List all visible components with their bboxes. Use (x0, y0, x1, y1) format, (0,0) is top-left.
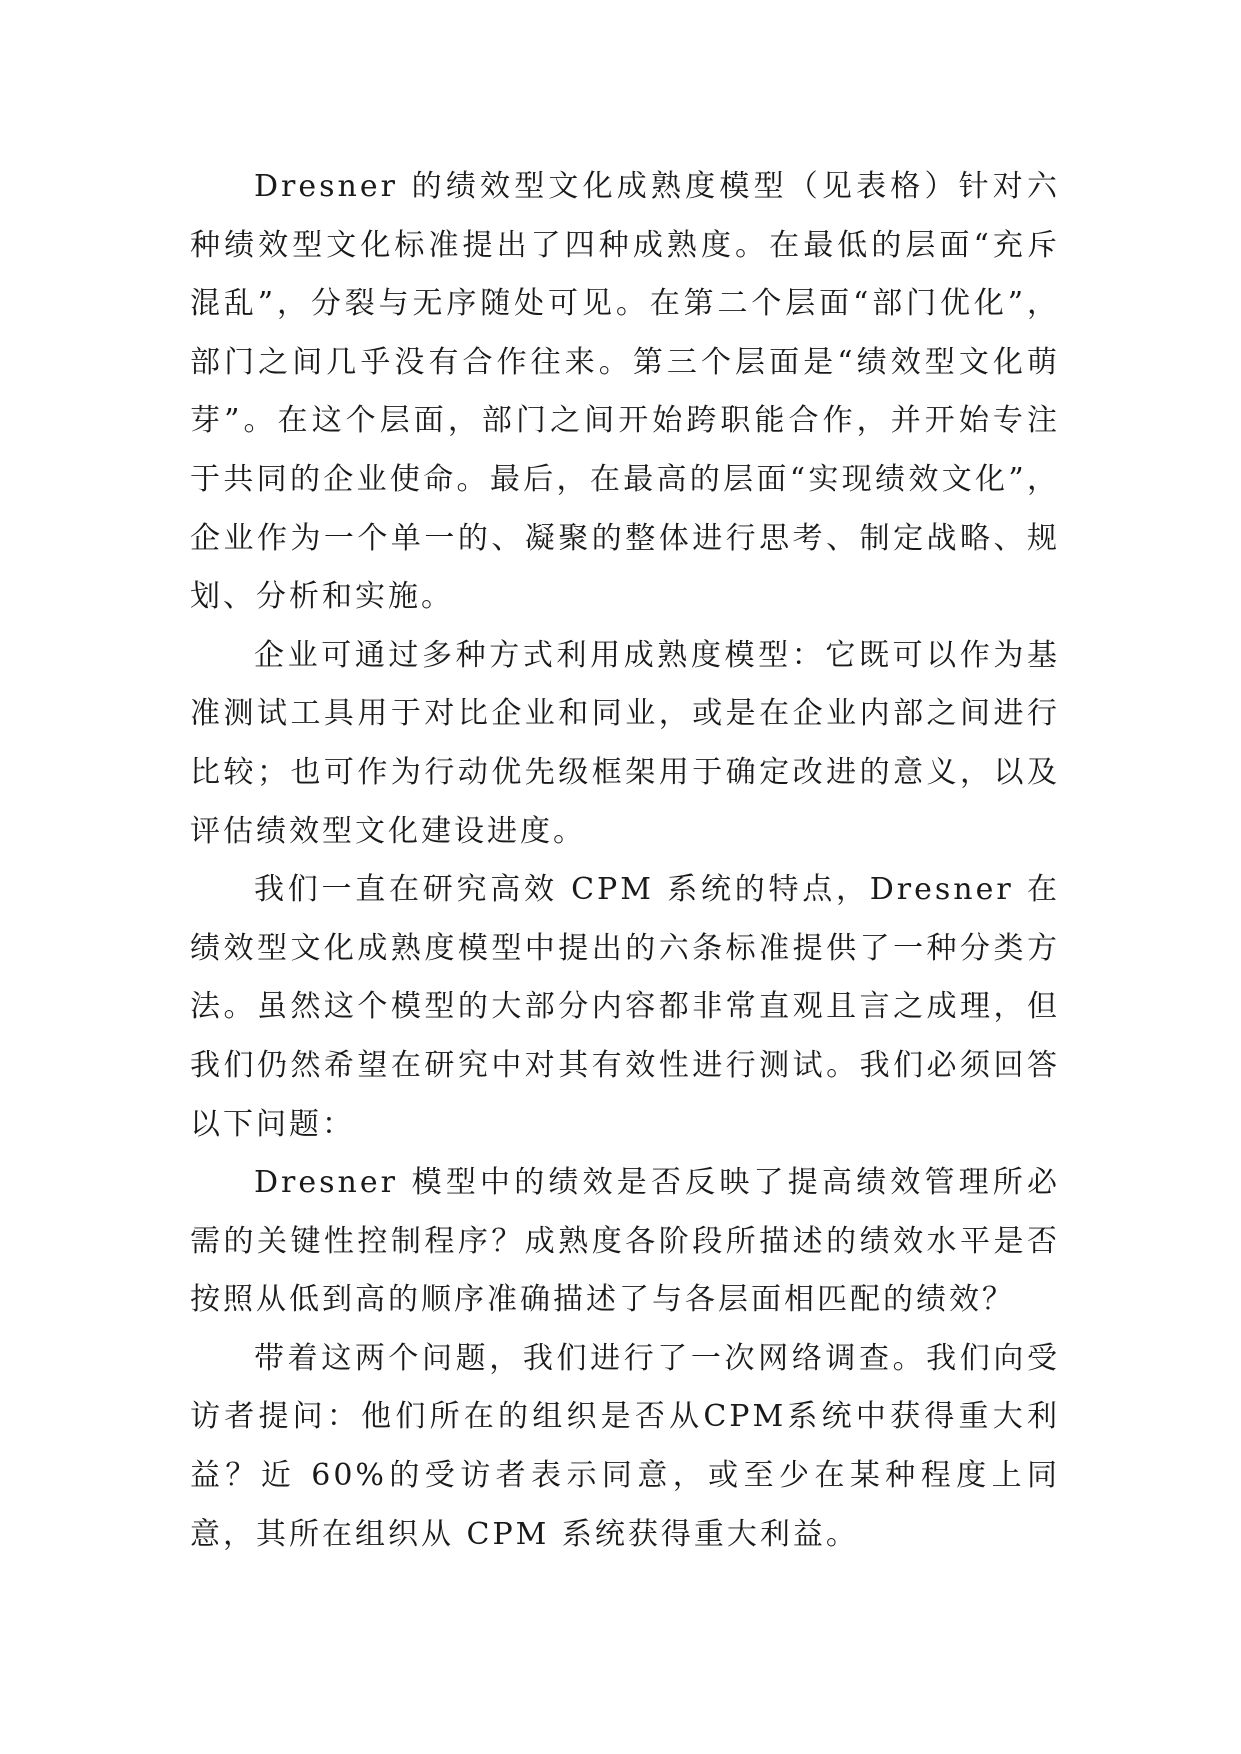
paragraph-model-usage: 企业可通过多种方式利用成熟度模型：它既可以作为基准测试工具用于对比企业和同业，或是在企业内部之间进行比较；也可作为行动优先级框架用于确定改进的意义，以及评估绩效型文化建设进度。 (190, 637, 1060, 849)
paragraph-survey-results: 带着这两个问题，我们进行了一次网络调查。我们向受访者提问：他们所在的组织是否从CPM系统中获得重大利益？近 60%的受访者表示同意，或至少在某种程度上同意，其所在组织从 CPM 系统获得重大利益。 (190, 1340, 1060, 1552)
paragraph-cpm-research: 我们一直在研究高效 CPM 系统的特点，Dresner 在绩效型文化成熟度模型中提出的六条标准提供了一种分类方法。虽然这个模型的大部分内容都非常直观且言之成理，但我们仍然希望在研究中对其有效性进行测试。我们必须回答以下问题： (190, 872, 1060, 1142)
paragraph-maturity-model: Dresner 的绩效型文化成熟度模型（见表格）针对六种绩效型文化标准提出了四种成熟度。在最低的层面“充斥混乱”，分裂与无序随处可见。在第二个层面“部门优化”，部门之间几乎没有合作往来。第三个层面是“绩效型文化萌芽”。在这个层面，部门之间开始跨职能合作，并开始专注于共同的企业使命。最后，在最高的层面“实现绩效文化”，企业作为一个单一的、凝聚的整体进行思考、制定战略、规划、分析和实施。 (190, 169, 1060, 615)
document-body (190, 158, 1060, 1564)
paragraph-research-questions: Dresner 模型中的绩效是否反映了提高绩效管理所必需的关键性控制程序？成熟度各阶段所描述的绩效水平是否按照从低到高的顺序准确描述了与各层面相匹配的绩效？ (190, 1165, 1060, 1318)
